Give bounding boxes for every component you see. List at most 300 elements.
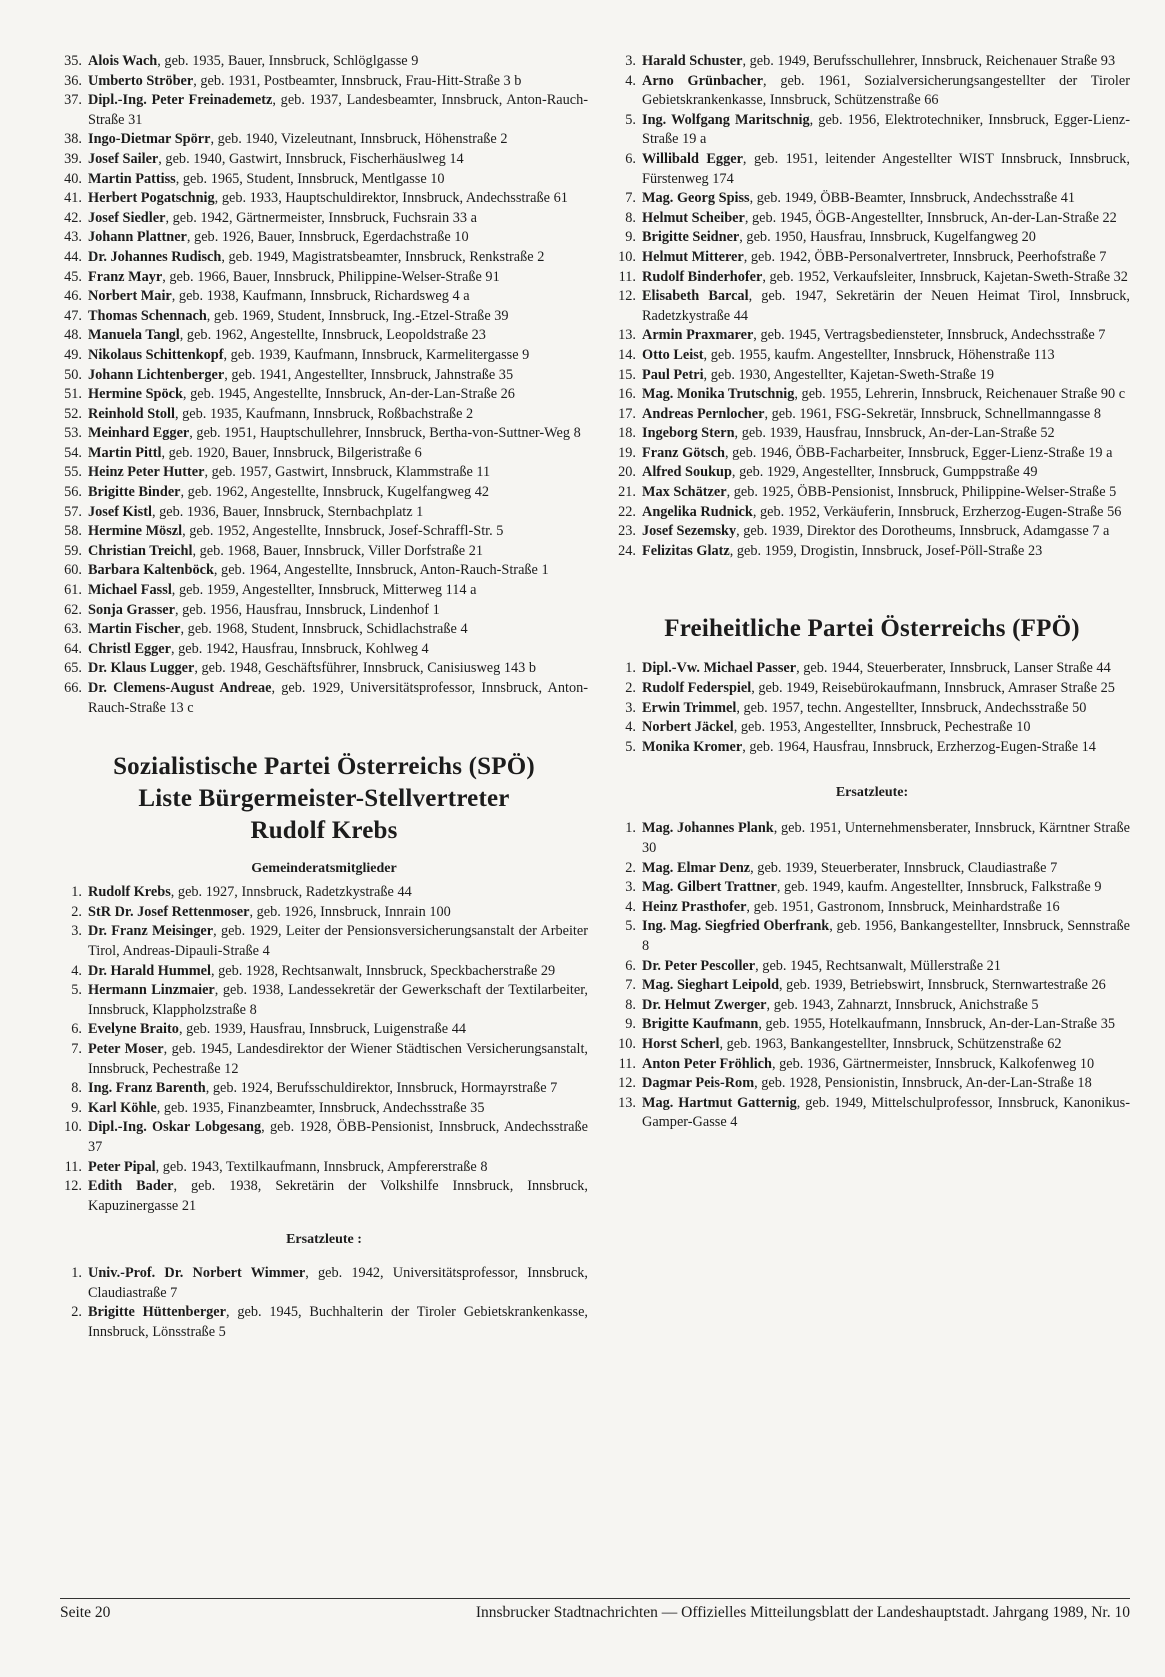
candidate-details: , geb. 1928, ÖBB-Pensionist, Innsbruck, Andechsstraße 37 xyxy=(88,1119,588,1155)
candidate-details: , geb. 1939, Steuerberater, Innsbruck, Claudiastraße 7 xyxy=(750,859,1058,876)
item-text xyxy=(642,738,1130,758)
candidate-name: Mag. Gilbert Trattner xyxy=(642,879,777,896)
item-text xyxy=(642,542,1130,562)
item-number: 42. xyxy=(64,209,82,226)
list-item xyxy=(60,1020,588,1040)
item-number: 12. xyxy=(618,288,636,305)
item-text xyxy=(88,1118,588,1157)
list-item xyxy=(60,52,588,72)
item-number: 44. xyxy=(64,248,82,265)
item-number: 47. xyxy=(64,307,82,324)
item-number: 5. xyxy=(625,738,636,755)
candidate-details: , geb. 1957, techn. Angestellter, Innsbruck, Andechsstraße 50 xyxy=(736,699,1087,716)
candidate-name: Erwin Trimmel xyxy=(642,699,737,716)
item-text xyxy=(642,463,1130,483)
list-item xyxy=(614,346,1130,366)
candidate-details: , geb. 1945, Angestellte, Innsbruck, An-der-Lan-Straße 26 xyxy=(182,386,515,403)
list-item xyxy=(614,150,1130,189)
item-text xyxy=(642,268,1130,288)
candidate-details: , geb. 1953, Angestellter, Innsbruck, Pechestraße 10 xyxy=(733,719,1031,736)
list-item xyxy=(614,405,1130,425)
item-text xyxy=(642,150,1130,189)
candidate-name: Dipl.-Ing. Peter Freinademetz xyxy=(88,92,273,109)
item-number: 10. xyxy=(618,248,636,265)
candidate-details: , geb. 1969, Student, Innsbruck, Ing.-Etzel-Straße 39 xyxy=(206,307,509,324)
candidate-name: Dr. Harald Hummel xyxy=(88,962,211,979)
candidate-details: , geb. 1939, Betriebswirt, Innsbruck, Sternwartestraße 26 xyxy=(779,977,1106,994)
item-number: 8. xyxy=(625,209,636,226)
item-number: 7. xyxy=(625,977,636,994)
candidate-name: Dr. Peter Pescoller xyxy=(642,957,756,974)
candidate-details: , geb. 1936, Gärtnermeister, Innsbruck, Kalkofenweg 10 xyxy=(771,1055,1095,1072)
item-number: 49. xyxy=(64,346,82,363)
item-number: 61. xyxy=(64,582,82,599)
item-number: 51. xyxy=(64,386,82,403)
item-text xyxy=(642,718,1130,738)
list-item xyxy=(60,170,588,190)
candidate-name: StR Dr. Josef Rettenmoser xyxy=(88,903,250,920)
candidate-name: Mag. Monika Trutschnig xyxy=(642,386,795,403)
candidate-details: , geb. 1938, Landessekretär der Gewerkschaft der Textilarbeiter, Innsbruck, Klappholzstraße 8 xyxy=(88,982,589,1018)
candidate-details: , geb. 1926, Bauer, Innsbruck, Egerdachstraße 10 xyxy=(186,229,469,246)
candidate-name: Martin Fischer xyxy=(88,621,181,638)
item-number: 18. xyxy=(618,425,636,442)
item-text xyxy=(642,1035,1130,1055)
item-text xyxy=(88,1264,588,1303)
item-number: 3. xyxy=(625,699,636,716)
item-number: 57. xyxy=(64,503,82,520)
list-item xyxy=(60,640,588,660)
item-number: 13. xyxy=(618,327,636,344)
item-number: 43. xyxy=(64,229,82,246)
item-number: 56. xyxy=(64,484,82,501)
item-number: 11. xyxy=(618,268,636,285)
candidate-name: Dipl.-Ing. Oskar Lobgesang xyxy=(88,1119,262,1136)
list-item xyxy=(60,130,588,150)
candidate-name: Evelyne Braito xyxy=(88,1021,179,1038)
item-number: 38. xyxy=(64,131,82,148)
item-number: 20. xyxy=(618,464,636,481)
item-text xyxy=(88,52,588,72)
candidate-details: , geb. 1946, ÖBB-Facharbeiter, Innsbruck, Egger-Lienz-Straße 19 a xyxy=(725,444,1113,461)
list-item xyxy=(614,1094,1130,1133)
candidate-name: Otto Leist xyxy=(642,346,704,363)
candidate-details: , geb. 1943, Zahnarzt, Innsbruck, Anichstraße 5 xyxy=(766,996,1039,1013)
candidate-details: , geb. 1945, Buchhalterin der Tiroler Gebietskrankenkasse, Innsbruck, Lönsstraße 5 xyxy=(88,1304,588,1341)
spoe-section xyxy=(60,751,588,1342)
item-text xyxy=(88,581,588,601)
candidate-details: , geb. 1952, Verkäuferin, Innsbruck, Erzherzog-Eugen-Straße 56 xyxy=(752,503,1122,520)
item-text xyxy=(642,917,1130,956)
candidate-details: , geb. 1947, Sekretärin der Neuen Heimat Tirol, Innsbruck, Radetzkystraße 44 xyxy=(642,288,1130,324)
candidate-name: Karl Köhle xyxy=(88,1099,157,1116)
candidate-details: , geb. 1942, ÖBB-Personalvertreter, Innsbruck, Peerhofstraße 7 xyxy=(743,248,1107,265)
item-text xyxy=(88,483,588,503)
item-number: 24. xyxy=(618,542,636,559)
item-text xyxy=(88,444,588,464)
list-item xyxy=(614,483,1130,503)
list-item xyxy=(614,503,1130,523)
list-item xyxy=(614,1055,1130,1075)
list-item xyxy=(60,1264,588,1303)
list-item xyxy=(60,659,588,679)
candidate-details: , geb. 1945, Landesdirektor der Wiener Städtischen Versicherungsanstalt, Innsbruck, Pechestraße 12 xyxy=(88,1040,588,1077)
list-item xyxy=(614,976,1130,996)
item-text xyxy=(642,996,1130,1016)
item-text xyxy=(88,1177,588,1216)
item-text xyxy=(88,189,588,209)
list-item xyxy=(614,1015,1130,1035)
list-item xyxy=(60,189,588,209)
item-text xyxy=(642,679,1130,699)
candidate-name: Dipl.-Vw. Michael Passer xyxy=(642,660,797,677)
candidate-details: , geb. 1939, Kaufmann, Innsbruck, Karmelitergasse 9 xyxy=(223,346,530,363)
item-text xyxy=(88,463,588,483)
candidate-details: , geb. 1945, ÖGB-Angestellter, Innsbruck, An-der-Lan-Straße 22 xyxy=(744,209,1117,226)
candidate-name: Franz Mayr xyxy=(88,268,163,285)
item-number: 40. xyxy=(64,170,82,187)
candidate-name: Josef Sezemsky xyxy=(642,523,737,540)
candidate-name: Dr. Klaus Lugger xyxy=(88,660,195,677)
item-number: 41. xyxy=(64,190,82,207)
list-item xyxy=(614,522,1130,542)
candidate-name: Dr. Franz Meisinger xyxy=(88,923,214,940)
candidate-name: Sonja Grasser xyxy=(88,601,175,618)
item-text xyxy=(88,659,588,679)
item-number: 12. xyxy=(618,1075,636,1092)
list-item xyxy=(60,228,588,248)
candidate-name: Ing. Franz Barenth xyxy=(88,1080,206,1097)
list-item xyxy=(614,366,1130,386)
candidate-details: , geb. 1928, Rechtsanwalt, Innsbruck, Speckbacherstraße 29 xyxy=(210,962,556,979)
candidate-name: Arno Grünbacher xyxy=(642,72,763,89)
item-number: 11. xyxy=(64,1158,82,1175)
candidate-details: , geb. 1939, Hausfrau, Innsbruck, An-der-Lan-Straße 52 xyxy=(734,425,1055,442)
list-item xyxy=(614,542,1130,562)
candidate-name: Peter Moser xyxy=(88,1040,164,1057)
candidate-name: Monika Kromer xyxy=(642,738,743,755)
item-number: 64. xyxy=(64,640,82,657)
candidate-name: Willibald Egger xyxy=(642,150,743,167)
candidate-name: Hermine Spöck xyxy=(88,386,183,403)
list-item xyxy=(614,268,1130,288)
item-text xyxy=(642,444,1130,464)
fpoe-ersatz-heading: Ersatzleute: xyxy=(835,785,909,801)
fpoe-ersatz-list xyxy=(614,819,1130,1133)
list-item xyxy=(614,718,1130,738)
candidate-name: Dr. Helmut Zwerger xyxy=(642,996,767,1013)
item-text xyxy=(88,287,588,307)
candidate-name: Martin Pittl xyxy=(88,444,162,461)
item-number: 5. xyxy=(625,918,636,935)
list-item xyxy=(60,522,588,542)
fpoe-section xyxy=(614,613,1130,1132)
item-number: 6. xyxy=(71,1021,82,1038)
list-item xyxy=(60,542,588,562)
list-item xyxy=(60,248,588,268)
item-text xyxy=(88,679,588,718)
candidate-details: , geb. 1966, Bauer, Innsbruck, Philippine-Welser-Straße 91 xyxy=(162,268,500,285)
list-item xyxy=(614,72,1130,111)
candidate-name: Univ.-Prof. Dr. Norbert Wimmer xyxy=(88,1265,306,1282)
list-item xyxy=(60,1303,588,1342)
candidate-details: , geb. 1945, Rechtsanwalt, Müllerstraße 21 xyxy=(755,957,1001,974)
item-number: 54. xyxy=(64,444,82,461)
item-text xyxy=(88,170,588,190)
item-text xyxy=(88,91,588,130)
item-text xyxy=(642,209,1130,229)
item-number: 37. xyxy=(64,92,82,109)
candidate-name: Brigitte Kaufmann xyxy=(642,1016,759,1033)
candidate-name: Dagmar Peis-Rom xyxy=(642,1075,755,1092)
list-item xyxy=(614,679,1130,699)
candidate-details: , geb. 1965, Student, Innsbruck, Mentlgasse 10 xyxy=(175,170,445,187)
item-text xyxy=(642,503,1130,523)
candidate-details: , geb. 1964, Hausfrau, Innsbruck, Erzherzog-Eugen-Straße 14 xyxy=(742,738,1096,755)
item-number: 4. xyxy=(71,962,82,979)
item-text xyxy=(88,326,588,346)
candidate-details: , geb. 1951, Unternehmensberater, Innsbruck, Kärntner Straße 30 xyxy=(642,820,1130,856)
item-number: 8. xyxy=(71,1080,82,1097)
item-text xyxy=(642,819,1130,858)
item-text xyxy=(88,130,588,150)
candidate-name: Josef Siedler xyxy=(88,209,166,226)
item-text xyxy=(642,1055,1130,1075)
item-number: 9. xyxy=(71,1099,82,1116)
item-text xyxy=(642,898,1130,918)
candidate-details: , geb. 1920, Bauer, Innsbruck, Bilgeristraße 6 xyxy=(161,444,422,461)
candidate-details: , geb. 1956, Hausfrau, Innsbruck, Lindenhof 1 xyxy=(174,601,440,618)
candidate-details: , geb. 1949, Magistratsbeamter, Innsbruck, Renkstraße 2 xyxy=(221,248,545,265)
list-item xyxy=(614,659,1130,679)
list-item xyxy=(614,424,1130,444)
item-text xyxy=(642,1074,1130,1094)
candidate-name: Armin Praxmarer xyxy=(642,327,754,344)
item-text xyxy=(642,878,1130,898)
candidate-name: Paul Petri xyxy=(642,366,704,383)
list-item xyxy=(60,424,588,444)
candidate-name: Max Schätzer xyxy=(642,484,727,501)
item-text xyxy=(642,385,1130,405)
candidate-details: , geb. 1949, Berufsschullehrer, Innsbruck, Reichenauer Straße 93 xyxy=(742,53,1116,69)
candidate-name: Andreas Pernlocher xyxy=(642,405,765,422)
candidate-name: Ing. Wolfgang Maritschnig xyxy=(642,111,810,128)
item-number: 13. xyxy=(618,1094,636,1111)
item-number: 23. xyxy=(618,523,636,540)
item-text xyxy=(88,209,588,229)
spoe-title-line3: Rudolf Krebs xyxy=(250,817,398,845)
list-item xyxy=(60,1099,588,1119)
item-text xyxy=(88,405,588,425)
item-text xyxy=(88,1040,588,1079)
list-item xyxy=(614,463,1130,483)
list-item xyxy=(60,679,588,718)
item-number: 10. xyxy=(618,1035,636,1052)
candidate-name: Anton Peter Fröhlich xyxy=(642,1055,772,1072)
candidate-name: Ingeborg Stern xyxy=(642,425,735,442)
candidate-details: , geb. 1951, leitender Angestellter WIST Innsbruck, Innsbruck, Fürstenweg 174 xyxy=(642,150,1130,187)
list-item xyxy=(60,366,588,386)
candidate-details: , geb. 1944, Steuerberater, Innsbruck, Lanser Straße 44 xyxy=(796,660,1111,677)
candidate-details: , geb. 1948, Geschäftsführer, Innsbruck, Canisiusweg 143 b xyxy=(194,660,536,677)
item-number: 5. xyxy=(625,111,636,128)
right-column xyxy=(614,52,1130,1133)
candidate-details: , geb. 1962, Angestellte, Innsbruck, Leopoldstraße 23 xyxy=(179,327,486,344)
item-text xyxy=(88,981,588,1020)
list-item xyxy=(614,738,1130,758)
spoe-list-continued xyxy=(614,52,1130,561)
item-number: 9. xyxy=(625,229,636,246)
item-text xyxy=(88,385,588,405)
item-number: 6. xyxy=(625,150,636,167)
item-number: 53. xyxy=(64,425,82,442)
list-item xyxy=(60,903,588,923)
candidate-name: Meinhard Egger xyxy=(88,425,190,442)
candidate-details: , geb. 1945, Vertragsbediensteter, Innsbruck, Andechsstraße 7 xyxy=(753,327,1106,344)
fpoe-title: Freiheitliche Partei Österreichs (FPÖ) xyxy=(664,615,1080,643)
spoe-ersatz-heading: Ersatzleute : xyxy=(286,1232,362,1248)
candidate-name: Edith Bader xyxy=(88,1178,174,1195)
candidate-details: , geb. 1927, Innsbruck, Radetzkystraße 44 xyxy=(170,884,412,901)
list-item xyxy=(60,326,588,346)
candidate-name: Mag. Sieghart Leipold xyxy=(642,977,780,994)
item-number: 60. xyxy=(64,562,82,579)
candidate-details: , geb. 1949, kaufm. Angestellter, Innsbruck, Falkstraße 9 xyxy=(776,879,1102,896)
candidate-name: Heinz Peter Hutter xyxy=(88,464,205,481)
candidate-details: , geb. 1964, Angestellte, Innsbruck, Anton-Rauch-Straße 1 xyxy=(213,562,549,579)
item-text xyxy=(642,405,1130,425)
list-item xyxy=(614,52,1130,72)
candidate-name: Elisabeth Barcal xyxy=(642,288,749,305)
list-item xyxy=(614,385,1130,405)
page-number: Seite 20 xyxy=(60,1604,111,1621)
candidate-details: , geb. 1935, Finanzbeamter, Innsbruck, Andechsstraße 35 xyxy=(156,1099,485,1116)
list-item xyxy=(60,1040,588,1079)
candidate-name: Angelika Rudnick xyxy=(642,503,753,520)
item-number: 2. xyxy=(625,859,636,876)
candidate-name: Franz Götsch xyxy=(642,444,725,461)
item-number: 4. xyxy=(625,898,636,915)
spoe-title-line2: Liste Bürgermeister-Stellvertreter xyxy=(138,785,510,813)
item-number: 2. xyxy=(625,680,636,697)
list-item xyxy=(60,1079,588,1099)
item-number: 3. xyxy=(625,53,636,69)
candidate-details: , geb. 1929, Angestellter, Innsbruck, Gumppstraße 49 xyxy=(731,464,1038,481)
left-column xyxy=(60,52,588,1343)
candidate-name: Martin Pattiss xyxy=(88,170,176,187)
list-item xyxy=(614,248,1130,268)
fpoe-members-list xyxy=(614,659,1130,757)
candidate-name: Christl Egger xyxy=(88,640,171,657)
candidate-details: , geb. 1952, Angestellte, Innsbruck, Josef-Schraffl-Str. 5 xyxy=(182,523,504,540)
item-number: 36. xyxy=(64,72,82,89)
list-item xyxy=(614,957,1130,977)
item-text xyxy=(642,957,1130,977)
item-text xyxy=(642,424,1130,444)
candidate-name: Ing. Mag. Siegfried Oberfrank xyxy=(642,918,830,935)
item-number: 45. xyxy=(64,268,82,285)
candidate-details: , geb. 1936, Bauer, Innsbruck, Sternbachplatz 1 xyxy=(151,503,424,520)
candidate-name: Josef Kistl xyxy=(88,503,152,520)
candidate-details: , geb. 1935, Bauer, Innsbruck, Schlöglgasse 9 xyxy=(157,53,419,69)
candidate-details: , geb. 1956, Elektrotechniker, Innsbruck, Egger-Lienz-Straße 19 a xyxy=(642,111,1131,148)
candidate-name: Mag. Hartmut Gatternig xyxy=(642,1094,797,1111)
item-number: 10. xyxy=(64,1119,82,1136)
item-text xyxy=(88,620,588,640)
item-text xyxy=(88,542,588,562)
candidate-name: Alois Wach xyxy=(88,53,158,69)
candidate-name: Dr. Johannes Rudisch xyxy=(88,248,222,265)
list-item xyxy=(614,326,1130,346)
item-text xyxy=(88,1158,588,1178)
item-number: 35. xyxy=(64,53,82,69)
item-number: 15. xyxy=(618,366,636,383)
candidate-name: Helmut Scheiber xyxy=(642,209,745,226)
candidate-details: , geb. 1943, Textilkaufmann, Innsbruck, Ampfererstraße 8 xyxy=(155,1158,488,1175)
candidate-name: Brigitte Seidner xyxy=(642,229,740,246)
item-number: 7. xyxy=(625,190,636,207)
candidate-details: , geb. 1940, Gastwirt, Innsbruck, Fischerhäuslweg 14 xyxy=(158,150,464,167)
item-number: 48. xyxy=(64,327,82,344)
item-number: 16. xyxy=(618,386,636,403)
item-text xyxy=(642,189,1130,209)
item-text xyxy=(88,640,588,660)
list-item xyxy=(60,91,588,130)
candidate-details: , geb. 1929, Leiter der Pensionsversicherungsanstalt der Arbeiter Tirol, Andreas-Dipauli-Straße 4 xyxy=(88,923,588,959)
list-item xyxy=(60,981,588,1020)
item-text xyxy=(88,366,588,386)
item-number: 5. xyxy=(71,982,82,999)
item-text xyxy=(642,659,1130,679)
item-text xyxy=(642,366,1130,386)
candidate-name: Mag. Georg Spiss xyxy=(642,190,750,207)
item-text xyxy=(642,1094,1130,1133)
candidate-name: Mag. Elmar Denz xyxy=(642,859,751,876)
candidate-details: , geb. 1940, Vizeleutnant, Innsbruck, Höhenstraße 2 xyxy=(210,131,508,148)
list-item xyxy=(614,189,1130,209)
item-number: 66. xyxy=(64,680,82,696)
candidate-name: Johann Lichtenberger xyxy=(88,366,225,383)
list-item xyxy=(60,503,588,523)
list-item xyxy=(614,1074,1130,1094)
candidate-details: , geb. 1928, Pensionistin, Innsbruck, An-der-Lan-Straße 18 xyxy=(754,1075,1092,1092)
list-item xyxy=(60,346,588,366)
list-item xyxy=(60,405,588,425)
candidate-name: Rudolf Binderhofer xyxy=(642,268,763,285)
candidate-details: , geb. 1951, Gastronom, Innsbruck, Meinhardstraße 16 xyxy=(746,898,1060,915)
item-text xyxy=(88,346,588,366)
candidate-details: , geb. 1952, Verkaufsleiter, Innsbruck, Kajetan-Sweth-Straße 32 xyxy=(762,268,1128,285)
publication-info: Innsbrucker Stadtnachrichten — Offizielles Mitteilungsblatt der Landeshauptstadt. Jahrgang 1989, Nr. 10 xyxy=(475,1604,1130,1621)
candidate-details: , geb. 1939, Direktor des Dorotheums, Innsbruck, Adamgasse 7 a xyxy=(736,523,1110,540)
candidate-name: Nikolaus Schittenkopf xyxy=(88,346,224,363)
candidate-name: Barbara Kaltenböck xyxy=(88,562,214,579)
candidate-details: , geb. 1938, Sekretärin der Volkshilfe Innsbruck, Innsbruck, Kapuzinergasse 21 xyxy=(88,1178,588,1214)
item-text xyxy=(88,883,588,903)
candidate-details: , geb. 1933, Hauptschuldirektor, Innsbruck, Andechsstraße 61 xyxy=(214,190,568,207)
list-item xyxy=(614,1035,1130,1055)
candidate-name: Helmut Mitterer xyxy=(642,248,744,265)
candidate-details: , geb. 1959, Angestellter, Innsbruck, Mitterweg 114 a xyxy=(171,582,477,599)
list-item xyxy=(60,620,588,640)
item-number: 3. xyxy=(71,923,82,940)
candidate-name: Rudolf Federspiel xyxy=(642,680,752,697)
candidate-name: Horst Scherl xyxy=(642,1035,720,1052)
candidate-name: Felizitas Glatz xyxy=(642,542,730,559)
item-number: 12. xyxy=(64,1178,82,1195)
item-text xyxy=(88,1303,588,1342)
item-text xyxy=(88,503,588,523)
